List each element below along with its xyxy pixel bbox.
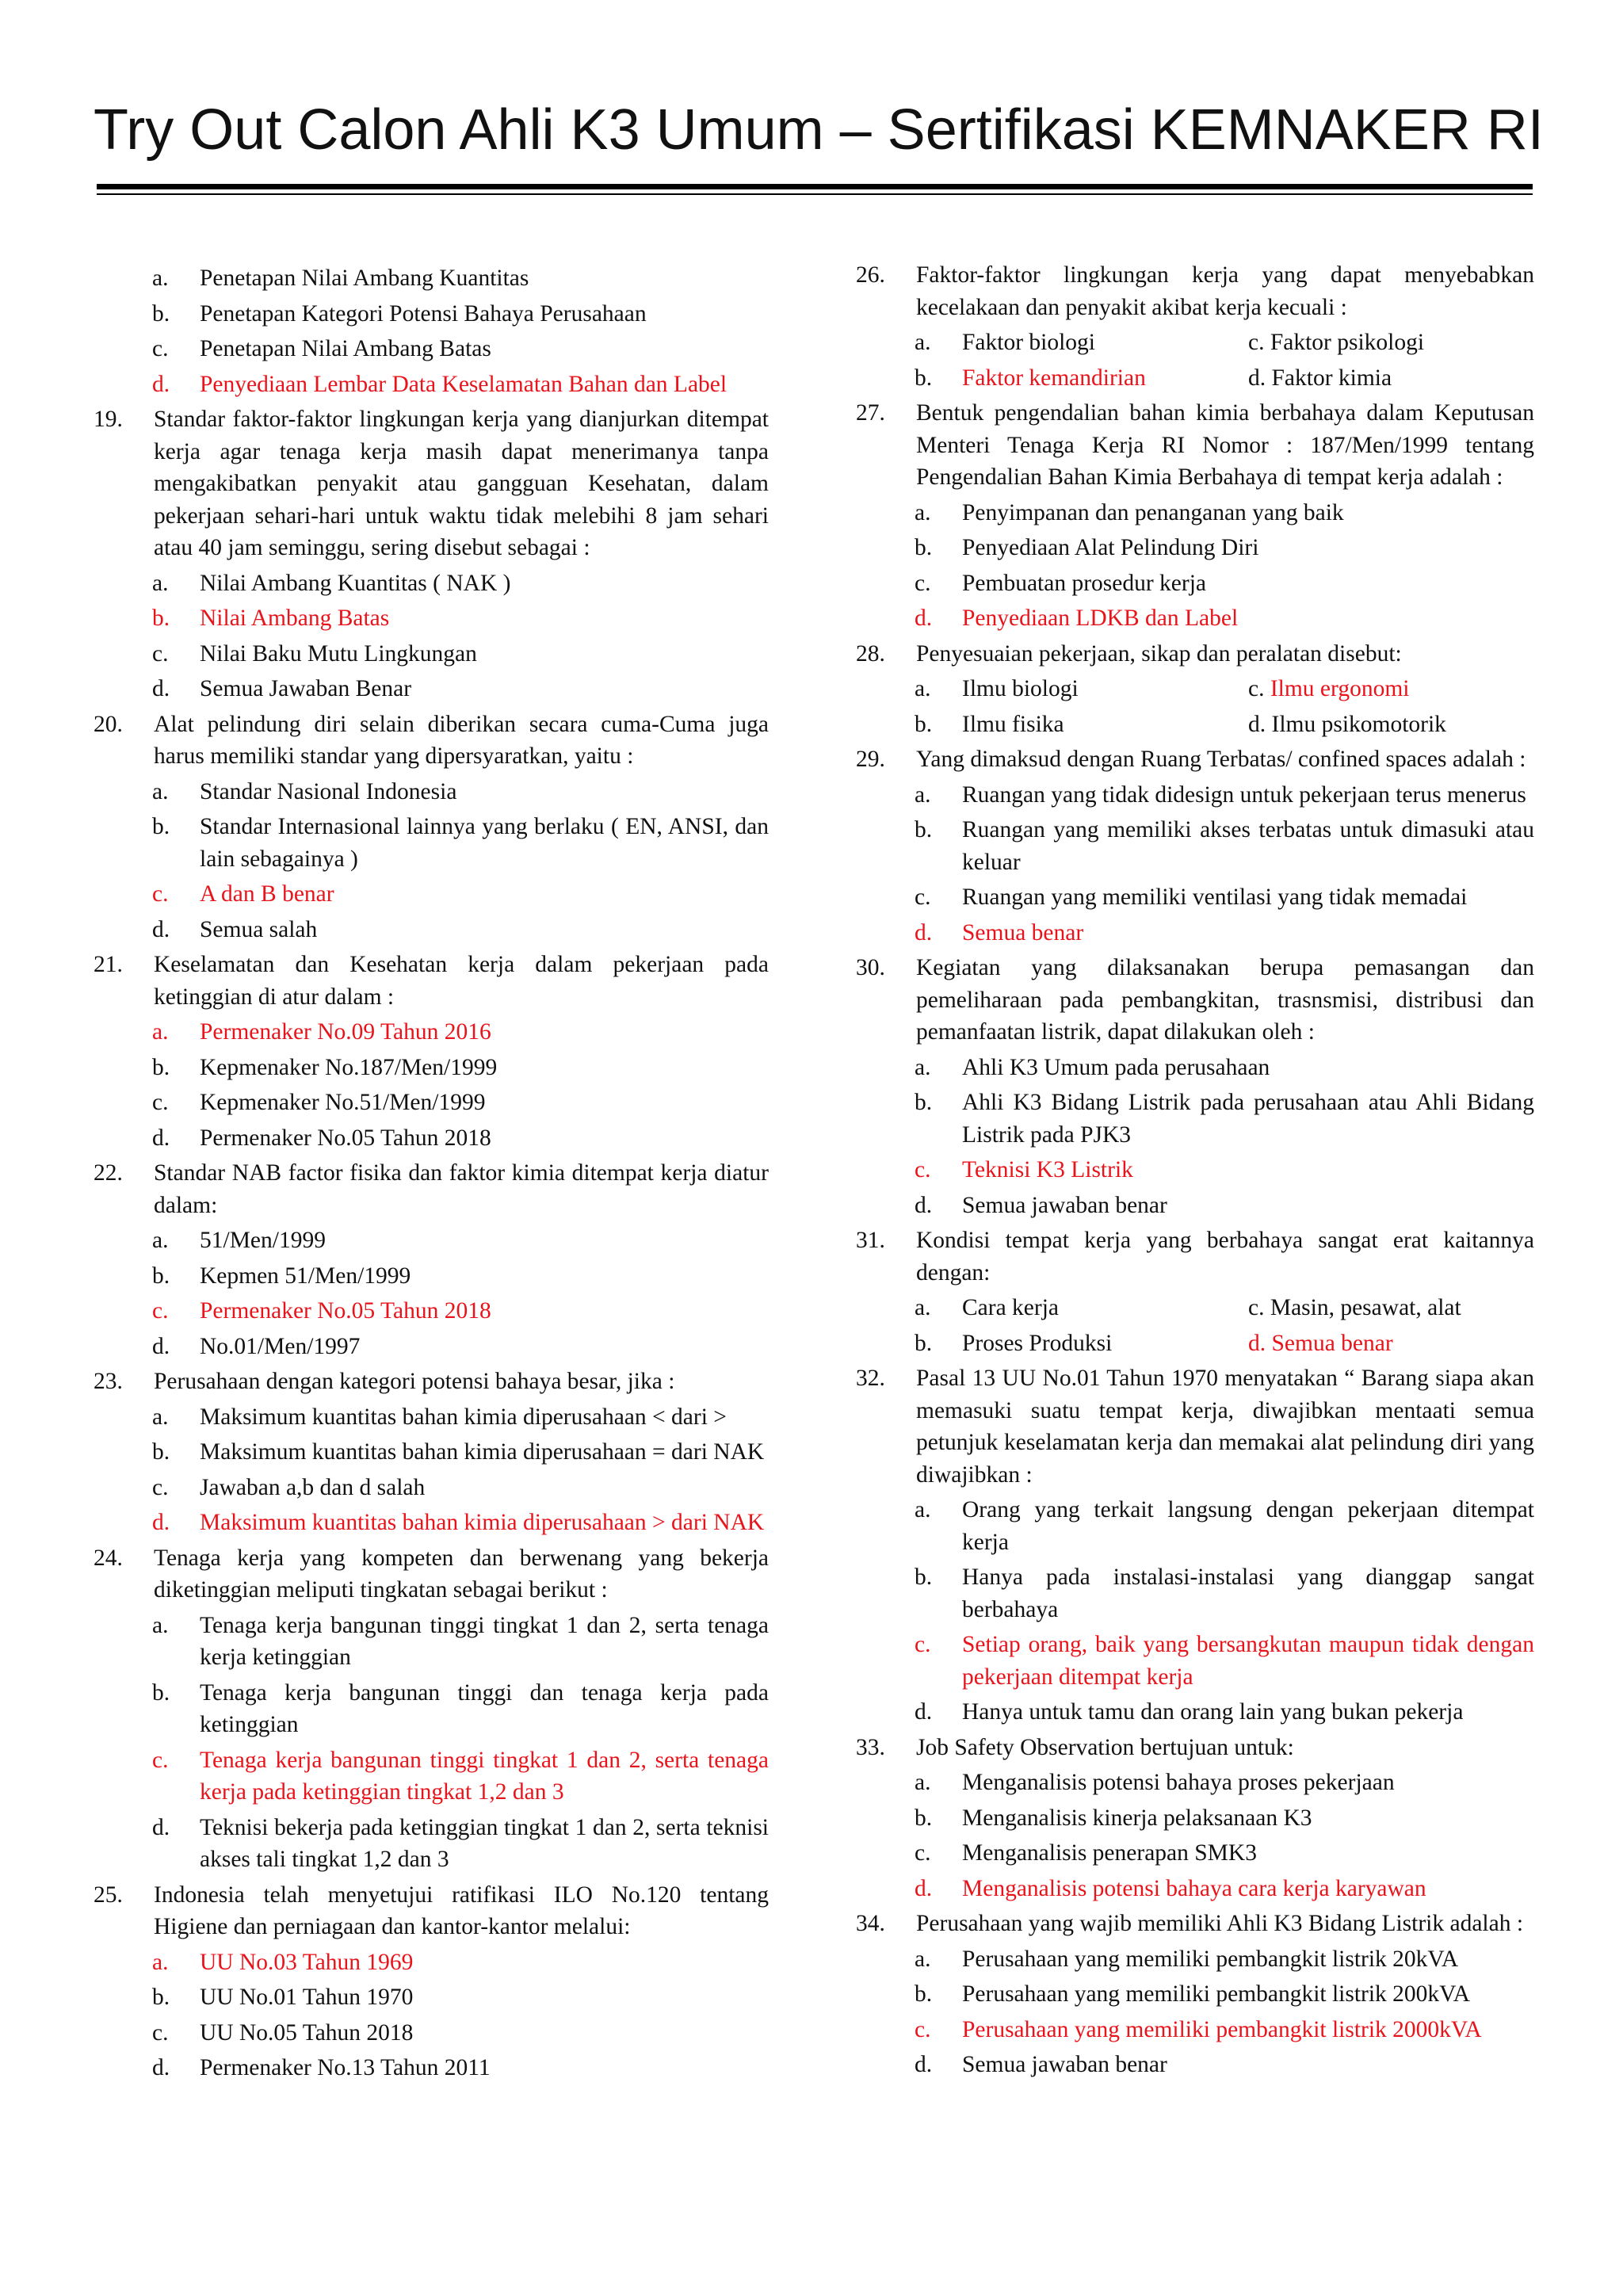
question [94, 949, 769, 1013]
option-text: Ruangan yang memiliki ventilasi yang tidak memadai [962, 884, 1468, 910]
answer-option [856, 1978, 1534, 2011]
option-letter: c. [915, 2016, 931, 2042]
answer-option [856, 1629, 1534, 1693]
option-text-correct: Setiap orang, baik yang bersangkutan maupun tidak dengan pekerjaan ditempat kerja [962, 1632, 1534, 1690]
option-letter: d. [915, 2052, 933, 2077]
question-number: 26. [856, 262, 885, 288]
option-text: Cara kerja [962, 1295, 1060, 1320]
question [856, 1224, 1534, 1289]
option-text: Perusahaan yang memiliki pembangkit listrik 20kVA [962, 1946, 1459, 1972]
option-text: Maksimum kuantitas bahan kimia diperusahaan = dari NAK [200, 1439, 765, 1465]
option-text-correct: Penyediaan LDKB dan Label [962, 606, 1239, 631]
option-text: Semua salah [200, 916, 318, 942]
option-text: Kepmenaker No.51/Men/1999 [200, 1090, 486, 1115]
option-text: Standar Internasional lainnya yang berlaku ( EN, ANSI, dan lain sebagainya ) [200, 814, 769, 872]
option-letter: a. [915, 1497, 931, 1522]
answer-option [856, 327, 1248, 359]
answer-option [94, 1472, 769, 1504]
option-text: Penyimpanan dan penanganan yang baik [962, 499, 1344, 525]
option-text-correct: UU No.03 Tahun 1969 [200, 1949, 414, 1975]
option-letter: a. [152, 1019, 169, 1045]
question-number: 33. [856, 1734, 885, 1760]
question-block [856, 1362, 1534, 1729]
option-letter: b. [152, 1054, 170, 1080]
option-letter: d. [152, 2055, 170, 2080]
answer-option [94, 1087, 769, 1119]
option-letter: c. [915, 1632, 931, 1657]
answer-option [94, 1295, 769, 1328]
option-text: Ilmu biologi [962, 676, 1079, 701]
answer-option [94, 878, 769, 911]
answer-option [94, 811, 769, 875]
option-text-correct: Nilai Ambang Batas [200, 606, 390, 631]
answer-option [94, 1401, 769, 1434]
option-letter: b. [915, 1805, 933, 1831]
option-letter: b. [915, 1981, 933, 2007]
option-text: Menganalisis kinerja pelaksanaan K3 [962, 1805, 1312, 1831]
question-text: Yang dimaksud dengan Ruang Terbatas/ confined spaces adalah : [916, 747, 1526, 772]
question-text: Alat pelindung diri selain diberikan secara cuma-Cuma juga harus memiliki standar yang dipersyaratkan, yaitu : [154, 711, 769, 769]
question [856, 1908, 1534, 1940]
answer-option [94, 1052, 769, 1084]
option-letter: c. [915, 570, 931, 596]
option-text: Pembuatan prosedur kerja [962, 570, 1207, 596]
option-row [856, 709, 1534, 741]
option-text: Kepmenaker No.187/Men/1999 [200, 1054, 498, 1080]
answer-option [94, 333, 769, 365]
question-text: Job Safety Observation bertujuan untuk: [916, 1734, 1294, 1760]
question [94, 1879, 769, 1943]
option-letter: b. [915, 1564, 933, 1590]
option-letter: d. [915, 606, 933, 631]
answer-option [856, 1190, 1534, 1222]
answer-option [856, 1154, 1534, 1186]
answer-option [94, 1981, 769, 2014]
option-text: Tenaga kerja bangunan tinggi dan tenaga kerja pada ketinggian [200, 1679, 769, 1737]
option-text-correct: Tenaga kerja bangunan tinggi tingkat 1 dan 2, serta tenaga kerja pada ketinggian tingkat 1,2 dan 3 [200, 1747, 769, 1805]
question-number: 21. [94, 952, 123, 977]
question-block [94, 1366, 769, 1539]
option-letter: b. [152, 1679, 170, 1706]
question-text: Pasal 13 UU No.01 Tahun 1970 menyatakan “ Barang siapa akan memasuki suatu tempat kerja, diwajibkan mentaati semua petunjuk keselamatan kerja dan memakai alat pelindung diri yang diwajibkan : [916, 1366, 1534, 1488]
option-list [94, 1016, 769, 1154]
question-number: 23. [94, 1369, 123, 1394]
option-letter: b. [915, 365, 933, 391]
question-text: Indonesia telah menyetujui ratifikasi ILO No.120 tentang Higiene dan perniagaan dan kantor-kantor melalui: [154, 1881, 769, 1939]
answer-option [856, 673, 1248, 705]
question [94, 1366, 769, 1398]
question-block [94, 403, 769, 705]
option-letter: c. [152, 2019, 169, 2046]
answer-option [856, 1696, 1534, 1729]
option-list [856, 497, 1534, 635]
option-letter: d. [915, 919, 933, 946]
option-letter: c. [152, 336, 169, 361]
option-text: Semua jawaban benar [962, 2052, 1167, 2077]
option-text-correct: Faktor kemandirian [962, 365, 1146, 391]
question-block [856, 1908, 1534, 2081]
option-text-correct: Ilmu ergonomi [1270, 676, 1410, 701]
option-text: Hanya untuk tamu dan orang lain yang bukan pekerja [962, 1699, 1464, 1725]
answer-option [94, 1744, 769, 1809]
left-column [94, 259, 769, 2088]
option-text: 51/Men/1999 [200, 1228, 326, 1253]
question [856, 259, 1534, 323]
question-block [94, 709, 769, 946]
option-letter: d. [915, 1192, 933, 1218]
option-text-correct: d. Semua benar [1248, 1330, 1393, 1356]
answer-option [94, 1812, 769, 1876]
option-text: Perusahaan yang memiliki pembangkit listrik 200kVA [962, 1981, 1470, 2007]
answer-option [1248, 327, 1534, 359]
answer-option [856, 709, 1248, 741]
question [94, 709, 769, 773]
question-block [856, 397, 1534, 635]
question-block [856, 638, 1534, 741]
question-number: 22. [94, 1160, 123, 1186]
option-text: Tenaga kerja bangunan tinggi tingkat 1 dan 2, serta tenaga kerja ketinggian [200, 1612, 769, 1670]
option-text: c. Faktor psikologi [1248, 330, 1425, 355]
question-block [856, 1224, 1534, 1359]
option-row [856, 673, 1534, 705]
option-letter: a. [915, 499, 931, 525]
option-list [94, 1946, 769, 2084]
option-text-correct: A dan B benar [200, 881, 334, 907]
question [856, 952, 1534, 1049]
option-text-correct: Maksimum kuantitas bahan kimia diperusahaan > dari NAK [200, 1510, 765, 1535]
question-number: 31. [856, 1228, 885, 1253]
option-text: Orang yang terkait langsung dengan pekerjaan ditempat kerja [962, 1497, 1534, 1555]
question [856, 1362, 1534, 1491]
question-block [94, 1879, 769, 2084]
option-grid [856, 327, 1534, 394]
option-letter: a. [152, 778, 169, 804]
answer-option [94, 914, 769, 946]
option-text: Jawaban a,b dan d salah [200, 1474, 426, 1500]
option-text: Ahli K3 Bidang Listrik pada perusahaan atau Ahli Bidang Listrik pada PJK3 [962, 1090, 1534, 1148]
option-text: UU No.01 Tahun 1970 [200, 1985, 414, 2010]
answer-option [94, 1946, 769, 1979]
option-letter: d. [152, 371, 170, 397]
option-letter: c. [915, 884, 931, 910]
option-letter: b. [915, 1330, 933, 1356]
option-letter: c. [152, 1474, 169, 1500]
question-text: Penyesuaian pekerjaan, sikap dan peralatan disebut: [916, 640, 1402, 667]
option-text: Penetapan Nilai Ambang Batas [200, 336, 491, 361]
answer-option [94, 776, 769, 808]
option-letter: d. [915, 1699, 933, 1725]
option-list [856, 779, 1534, 949]
option-text: Nilai Ambang Kuantitas ( NAK ) [200, 570, 511, 596]
option-list [94, 567, 769, 705]
option-letter: b. [152, 300, 170, 327]
option-letter: a. [915, 330, 931, 355]
option-text: Maksimum kuantitas bahan kimia diperusahaan < dari > [200, 1404, 727, 1430]
option-text: Semua Jawaban Benar [200, 676, 412, 701]
question-text: Standar NAB factor fisika dan faktor kimia ditempat kerja diatur dalam: [154, 1160, 769, 1218]
answer-option [94, 1016, 769, 1049]
answer-option [856, 1767, 1534, 1799]
option-letter: d. [152, 1125, 170, 1151]
answer-option [856, 1873, 1534, 1905]
question-number: 29. [856, 747, 885, 772]
answer-option [856, 2014, 1534, 2046]
option-letter: c. [915, 1157, 931, 1182]
option-text-correct: Perusahaan yang memiliki pembangkit listrik 2000kVA [962, 2016, 1482, 2042]
option-text-correct: Permenaker No.05 Tahun 2018 [200, 1298, 491, 1324]
option-text: Penetapan Kategori Potensi Bahaya Perusahaan [200, 300, 647, 327]
option-row [856, 327, 1534, 359]
option-text: Proses Produksi [962, 1330, 1113, 1356]
question [94, 1157, 769, 1221]
option-letter: a. [152, 1949, 169, 1975]
question-number: 20. [94, 711, 123, 737]
option-letter: d. [152, 1510, 170, 1535]
option-letter: c. [1248, 676, 1270, 701]
option-text: Menganalisis penerapan SMK3 [962, 1840, 1257, 1866]
answer-option [856, 881, 1534, 914]
option-letter: a. [152, 1612, 169, 1638]
option-letter: d. [152, 676, 170, 701]
question-text: Faktor-faktor lingkungan kerja yang dapat menyebabkan kecelakaan dan penyakit akibat kerja kecuali : [916, 262, 1534, 320]
answer-option [94, 673, 769, 705]
question [94, 1542, 769, 1606]
answer-option [856, 917, 1534, 949]
answer-option [1248, 362, 1534, 395]
question-block [94, 262, 769, 400]
option-text: Standar Nasional Indonesia [200, 778, 457, 804]
answer-option [856, 779, 1534, 812]
option-letter: b. [152, 1263, 170, 1289]
option-grid [856, 673, 1534, 740]
option-list [94, 1224, 769, 1362]
question-text: Keselamatan dan Kesehatan kerja dalam pekerjaan pada ketinggian di atur dalam : [154, 952, 769, 1010]
question-number: 19. [94, 407, 123, 432]
option-letter: c. [152, 1090, 169, 1115]
answer-option [94, 602, 769, 635]
answer-option [856, 1292, 1248, 1324]
question-block [94, 949, 769, 1154]
option-text-correct: Penyediaan Lembar Data Keselamatan Bahan dan Label [200, 371, 727, 397]
option-text: Menganalisis potensi bahaya proses pekerjaan [962, 1770, 1395, 1795]
answer-option [856, 1052, 1534, 1084]
page-title: Try Out Calon Ahli K3 Umum – Sertifikasi KEMNAKER RI [94, 98, 1544, 162]
question-number: 32. [856, 1366, 885, 1391]
option-text-correct: Menganalisis potensi bahaya cara kerja karyawan [962, 1875, 1426, 1901]
question-number: 27. [856, 400, 885, 426]
option-list [94, 1401, 769, 1539]
answer-option [94, 1610, 769, 1674]
option-letter: b. [915, 1090, 933, 1115]
question-text: Perusahaan yang wajib memiliki Ahli K3 Bidang Listrik adalah : [916, 1911, 1524, 1936]
option-letter: a. [152, 1228, 169, 1253]
answer-option [856, 532, 1534, 564]
option-letter: d. [915, 1875, 933, 1901]
answer-option [94, 1507, 769, 1539]
option-letter: d. [152, 1814, 170, 1840]
option-letter: b. [915, 711, 933, 737]
question-text: Bentuk pengendalian bahan kimia berbahaya dalam Keputusan Menteri Tenaga Kerja RI Nomor : 187/Men/1999 tentang Pengendalian Bahan Kimia Berbahaya di tempat kerja adalah : [916, 400, 1534, 490]
answer-option [94, 298, 769, 330]
option-text: Ahli K3 Umum pada perusahaan [962, 1054, 1270, 1080]
question-number: 25. [94, 1881, 123, 1908]
question-number: 34. [856, 1911, 885, 1936]
option-letter: b. [152, 1985, 170, 2010]
question-block [856, 743, 1534, 949]
answer-option [94, 1436, 769, 1469]
question [856, 1732, 1534, 1764]
answer-option [856, 497, 1534, 529]
answer-option [1248, 1292, 1534, 1324]
answer-option [94, 567, 769, 600]
answer-option [856, 1943, 1534, 1976]
answer-option [1248, 1328, 1534, 1360]
option-text: c. Masin, pesawat, alat [1248, 1295, 1461, 1320]
question-text: Kegiatan yang dilaksanakan berupa pemasangan dan pemeliharaan pada pembangkitan, trasnsmisi, distribusi dan pemanfaatan listrik, dapat dilakukan oleh : [916, 955, 1534, 1045]
option-text: Faktor biologi [962, 330, 1095, 355]
answer-option [856, 1802, 1534, 1835]
answer-option [94, 638, 769, 670]
option-letter: a. [915, 1295, 931, 1320]
question-number: 28. [856, 640, 885, 667]
option-letter: c. [152, 1747, 169, 1773]
answer-option [856, 1087, 1534, 1151]
option-letter: d. [152, 916, 170, 942]
answer-option [94, 1331, 769, 1363]
option-letter: a. [915, 676, 931, 701]
answer-option [856, 814, 1534, 878]
answer-option [94, 1224, 769, 1257]
header-rule-thick [97, 184, 1533, 189]
question-block [856, 1732, 1534, 1905]
answer-option [94, 1122, 769, 1155]
question-text: Kondisi tempat kerja yang berbahaya sangat erat kaitannya dengan: [916, 1228, 1534, 1286]
option-list [856, 1052, 1534, 1222]
option-text: Ruangan yang memiliki akses terbatas untuk dimasuki atau keluar [962, 817, 1534, 875]
option-list [856, 1943, 1534, 2081]
answer-option [94, 2052, 769, 2084]
option-list [856, 1767, 1534, 1904]
option-letter: b. [152, 814, 170, 839]
option-text: UU No.05 Tahun 2018 [200, 2019, 414, 2046]
option-letter: a. [152, 266, 169, 291]
question-block [856, 952, 1534, 1221]
option-text-correct: Teknisi K3 Listrik [962, 1157, 1133, 1182]
answer-option [856, 1328, 1248, 1360]
answer-option [1248, 709, 1534, 741]
option-text: Kepmen 51/Men/1999 [200, 1263, 411, 1289]
question-block [94, 1542, 769, 1876]
option-letter: c. [915, 1840, 931, 1866]
option-letter: b. [915, 535, 933, 560]
option-list [94, 262, 769, 400]
answer-option [94, 2017, 769, 2050]
option-letter: c. [152, 1298, 169, 1324]
answer-option [856, 602, 1534, 635]
question [856, 743, 1534, 776]
option-letter: b. [915, 817, 933, 842]
right-column [856, 259, 1534, 2084]
option-text: Penetapan Nilai Ambang Kuantitas [200, 266, 529, 291]
question-number: 24. [94, 1545, 123, 1571]
option-row [856, 1328, 1534, 1360]
answer-option [94, 1677, 769, 1741]
option-text-correct: Permenaker No.09 Tahun 2016 [200, 1019, 491, 1045]
option-text: Permenaker No.05 Tahun 2018 [200, 1125, 491, 1151]
option-text: Ruangan yang tidak didesign untuk pekerjaan terus menerus [962, 781, 1526, 808]
option-letter: c. [152, 881, 169, 907]
answer-option [94, 262, 769, 295]
question [94, 403, 769, 564]
option-letter: b. [152, 1439, 170, 1465]
option-letter: a. [915, 1946, 931, 1972]
answer-option [856, 1561, 1534, 1626]
option-letter: b. [152, 606, 170, 631]
option-letter: a. [152, 1404, 169, 1430]
option-text: No.01/Men/1997 [200, 1333, 361, 1359]
option-letter: d. [152, 1333, 170, 1359]
option-text: Teknisi bekerja pada ketinggian tingkat 1 dan 2, serta teknisi akses tali tingkat 1,2 dan 3 [200, 1814, 769, 1872]
option-list [94, 776, 769, 946]
option-text-correct: Semua benar [962, 919, 1084, 946]
answer-option [856, 1837, 1534, 1870]
option-text: Penyediaan Alat Pelindung Diri [962, 535, 1259, 560]
answer-option [856, 1494, 1534, 1558]
option-list [94, 1610, 769, 1876]
answer-option [94, 1260, 769, 1293]
option-letter: a. [152, 570, 169, 596]
option-letter: a. [915, 1054, 931, 1080]
answer-option [856, 567, 1534, 600]
option-row [856, 1292, 1534, 1324]
question [856, 638, 1534, 670]
option-text: Permenaker No.13 Tahun 2011 [200, 2055, 491, 2080]
option-text: Nilai Baku Mutu Lingkungan [200, 640, 477, 667]
option-letter: a. [915, 781, 931, 808]
answer-option [856, 2049, 1534, 2081]
option-text: Hanya pada instalasi-instalasi yang dianggap sangat berbahaya [962, 1564, 1534, 1622]
option-letter: c. [152, 640, 169, 667]
option-text: d. Ilmu psikomotorik [1248, 711, 1446, 737]
question-block [94, 1157, 769, 1362]
option-grid [856, 1292, 1534, 1359]
header-rule-thin [97, 193, 1533, 195]
option-text: d. Faktor kimia [1248, 365, 1392, 391]
option-list [856, 1494, 1534, 1729]
option-letter: a. [915, 1770, 931, 1795]
question [856, 397, 1534, 494]
option-text: Semua jawaban benar [962, 1192, 1167, 1218]
question-text: Tenaga kerja yang kompeten dan berwenang yang bekerja diketinggian meliputi tingkatan sebagai berikut : [154, 1545, 769, 1603]
answer-option [856, 362, 1248, 395]
option-row [856, 362, 1534, 395]
option-text: Ilmu fisika [962, 711, 1064, 737]
answer-option [94, 369, 769, 401]
question-text: Standar faktor-faktor lingkungan kerja yang dianjurkan ditempat kerja agar tenaga kerja masih dapat menerimanya tanpa mengakibatkan penyakit atau gangguan Kesehatan, dalam pekerjaan sehari-hari untuk waktu tidak melebihi 8 jam sehari atau 40 jam seminggu, sering disebut sebagai : [154, 407, 769, 560]
question-text: Perusahaan dengan kategori potensi bahaya besar, jika : [154, 1369, 675, 1394]
answer-option [1248, 673, 1534, 705]
question-number: 30. [856, 955, 885, 980]
question-block [856, 259, 1534, 394]
